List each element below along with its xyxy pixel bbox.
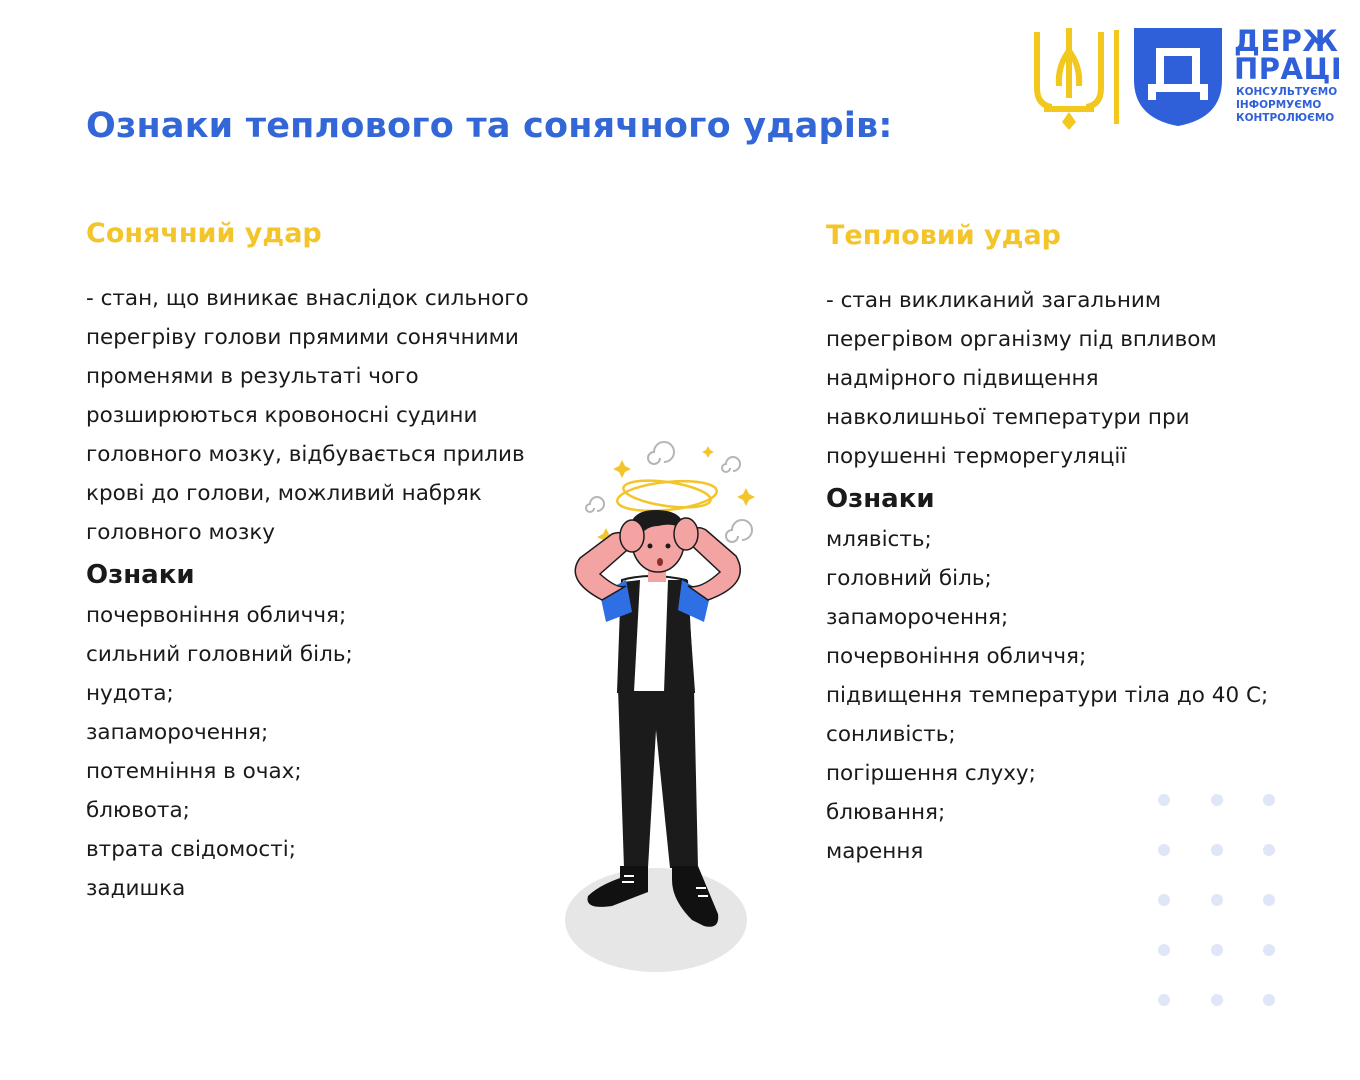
logo-tagline-inform: ІНФОРМУЄМО bbox=[1236, 99, 1322, 111]
logo-tagline-consult: КОНСУЛЬТУЄМО bbox=[1236, 86, 1338, 98]
logo-word-pratsi: ПРАЦІ bbox=[1234, 52, 1343, 86]
logo-divider bbox=[1114, 30, 1119, 124]
sunstroke-signs-title: Ознаки bbox=[86, 560, 195, 590]
sunstroke-signs-list bbox=[86, 596, 606, 908]
list-item: запаморочення; bbox=[826, 605, 1009, 630]
list-item: сильний головний біль; bbox=[86, 642, 353, 667]
heatstroke-signs-title: Ознаки bbox=[826, 484, 935, 514]
derzhpratsi-logo[interactable] bbox=[1030, 24, 1350, 134]
list-item: блювання; bbox=[826, 800, 946, 825]
shield-icon bbox=[1130, 26, 1226, 128]
sunstroke-section bbox=[86, 218, 606, 908]
list-item: млявість; bbox=[826, 527, 932, 552]
page-title: Ознаки теплового та сонячного ударів: bbox=[86, 106, 893, 146]
heatstroke-section bbox=[826, 220, 1336, 871]
list-item: погіршення слуху; bbox=[826, 761, 1036, 786]
list-item: втрата свідомості; bbox=[86, 837, 296, 862]
list-item: почервоніння обличчя; bbox=[86, 603, 347, 628]
list-item: підвищення температури тіла до 40 С; bbox=[826, 683, 1269, 708]
sunstroke-description: - стан, що виникає внаслідок сильного перегріву голови прямими сонячними променями в результаті чого розширюються кровоносні судини головного мозку, відбувається прилив крові до голови, можливий набряк головного мозку bbox=[86, 286, 529, 545]
heatstroke-heading: Тепловий удар bbox=[826, 220, 1061, 251]
list-item: сонливість; bbox=[826, 722, 956, 747]
list-item: потемніння в очах; bbox=[86, 759, 302, 784]
list-item: почервоніння обличчя; bbox=[826, 644, 1087, 669]
logo-tagline-control: КОНТРОЛЮЄМО bbox=[1236, 112, 1335, 124]
trident-icon bbox=[1030, 26, 1108, 130]
list-item: запаморочення; bbox=[86, 720, 269, 745]
list-item: нудота; bbox=[86, 681, 174, 706]
list-item: блювота; bbox=[86, 798, 190, 823]
list-item: марення bbox=[826, 839, 924, 864]
heatstroke-description: - стан викликаний загальним перегрівом організму під впливом надмірного підвищення навколишньої температури при порушенні терморегуляції bbox=[826, 288, 1217, 469]
dizzy-man-illustration bbox=[560, 430, 770, 980]
list-item: задишка bbox=[86, 876, 186, 901]
decorative-dot-grid bbox=[1150, 788, 1290, 1014]
sunstroke-heading: Сонячний удар bbox=[86, 218, 322, 249]
logo-word-derzh: ДЕРЖ bbox=[1234, 24, 1339, 58]
list-item: головний біль; bbox=[826, 566, 992, 591]
